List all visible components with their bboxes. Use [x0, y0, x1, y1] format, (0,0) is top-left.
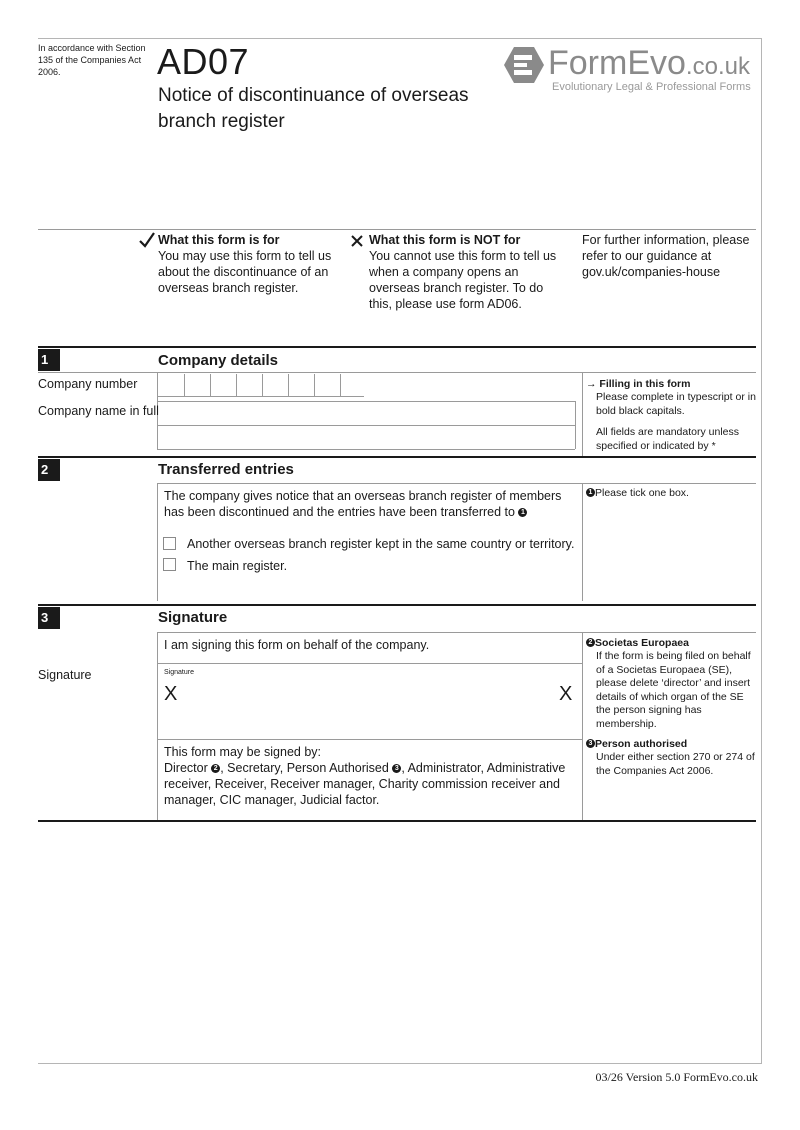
company-name-bottom: [157, 449, 575, 450]
company-number-label: Company number: [38, 377, 138, 391]
section3-side-divider: [582, 632, 583, 820]
company-number-cell[interactable]: [262, 374, 288, 396]
footer-version: 03/26 Version 5.0 FormEvo.co.uk: [595, 1070, 758, 1084]
section3-bottom-rule: [38, 820, 756, 822]
signature-field[interactable]: [158, 664, 582, 739]
section3-rule: [38, 604, 756, 606]
accordance-note: In accordance with Section 135 of the Companies Act 2006.: [38, 43, 146, 77]
company-name-right: [575, 401, 576, 449]
section1-number: 1: [38, 349, 60, 371]
company-number-cell[interactable]: [184, 374, 210, 396]
transfer-statement: The company gives notice that an overseas branch register of members has been discontinued and the entries have been transferred to 1: [164, 489, 562, 519]
section2-side-divider: [582, 483, 583, 601]
option-main-register-checkbox[interactable]: [163, 558, 176, 571]
check-icon: [138, 231, 156, 249]
section1-title: Company details: [158, 352, 279, 369]
further-info: For further information, please refer to our guidance at gov.uk/companies-house: [582, 233, 750, 279]
note-2-marker: 2: [211, 764, 220, 773]
section1-side-divider: [582, 373, 583, 456]
note-societas-title: 2 Societas Europaea: [586, 637, 756, 650]
company-number-cell[interactable]: [314, 374, 340, 396]
company-name-input-2[interactable]: [158, 426, 574, 448]
section3-box-top: [157, 632, 756, 633]
company-number-cell[interactable]: [236, 374, 262, 396]
bottom-border: [38, 1063, 762, 1064]
logo-wordmark: FormEvo.co.uk: [548, 44, 750, 82]
note-3-marker: 3: [392, 764, 401, 773]
form-code: AD07: [157, 41, 250, 82]
signature-label: Signature: [38, 668, 92, 682]
company-number-bottom: [157, 396, 364, 397]
option-main-register-label: The main register.: [187, 559, 288, 573]
section1-rule: [38, 346, 756, 348]
signature-box-bottom: [157, 739, 582, 740]
signing-statement: I am signing this form on behalf of the company.: [164, 638, 430, 652]
section2-title: Transferred entries: [158, 461, 294, 478]
signature-box-label: Signature: [164, 669, 194, 676]
right-border: [761, 38, 762, 1063]
form-for-title: What this form is for: [158, 233, 280, 247]
note-person-authorised-body: Under either section 270 or 274 of the Companies Act 2006.: [596, 751, 755, 777]
arrow-right-icon: →: [586, 378, 600, 390]
cross-icon: [350, 234, 364, 248]
mandatory-note: All fields are mandatory unless specified or indicated by *: [596, 426, 739, 452]
section2-box-left: [157, 483, 158, 601]
section1-side-note: [586, 378, 756, 453]
section2-box-top: [157, 483, 756, 484]
section2-number: 2: [38, 459, 60, 481]
sign-here-x-left: X: [164, 683, 178, 705]
note-person-authorised-title: 3 Person authorised: [586, 738, 756, 751]
signed-by-note: This form may be signed by: Director 2 , Secretary, Person Authorised 3 , Administrator, Administrative receiver, Receiver, Receiver manager, Charity commission receiver and manager, CIC manager, Judicial factor.: [164, 745, 566, 807]
logo-tagline: Evolutionary Legal & Professional Forms: [552, 81, 751, 93]
section1-sub-rule: [38, 372, 756, 373]
form-not-for-block: [369, 232, 569, 312]
form-not-for-title: What this form is NOT for: [369, 233, 521, 247]
tick-one-note: 1 Please tick one box.: [586, 487, 689, 501]
option-branch-register-checkbox[interactable]: [163, 537, 176, 550]
form-for-body: You may use this form to tell us about the discontinuance of an overseas branch register.: [158, 249, 332, 295]
note-societas-body: If the form is being filed on behalf of a Societas Europaea (SE), please delete ‘director’ and insert details of which organ of the SE the person signing has membership.: [596, 650, 751, 730]
note-1-marker: 1: [518, 508, 527, 517]
info-top-rule: [38, 229, 756, 230]
filling-in-title: → Filling in this form: [586, 378, 691, 390]
section3-side-notes: [586, 637, 756, 778]
sign-here-x-right: X: [559, 683, 573, 705]
top-border: [38, 38, 762, 39]
option-branch-register-label: Another overseas branch register kept in the same country or territory.: [187, 537, 575, 551]
section2-rule: [38, 456, 756, 458]
form-not-for-body: You cannot use this form to tell us when a company opens an overseas branch register. To do this, please use form AD06.: [369, 249, 557, 311]
formevo-logo: [504, 43, 760, 99]
section3-title: Signature: [158, 609, 228, 626]
form-title: Notice of discontinuance of overseas branch register: [158, 85, 469, 132]
company-name-label: Company name in full: [38, 404, 159, 418]
form-for-block: [158, 232, 333, 296]
company-name-input-1[interactable]: [158, 402, 574, 424]
section3-number: 3: [38, 607, 60, 629]
company-number-cell[interactable]: [288, 374, 314, 396]
company-number-cell[interactable]: [340, 374, 364, 396]
company-number-cell[interactable]: [210, 374, 236, 396]
filling-in-body: Please complete in typescript or in bold black capitals.: [596, 391, 756, 417]
formevo-logo-icon: [504, 45, 544, 85]
